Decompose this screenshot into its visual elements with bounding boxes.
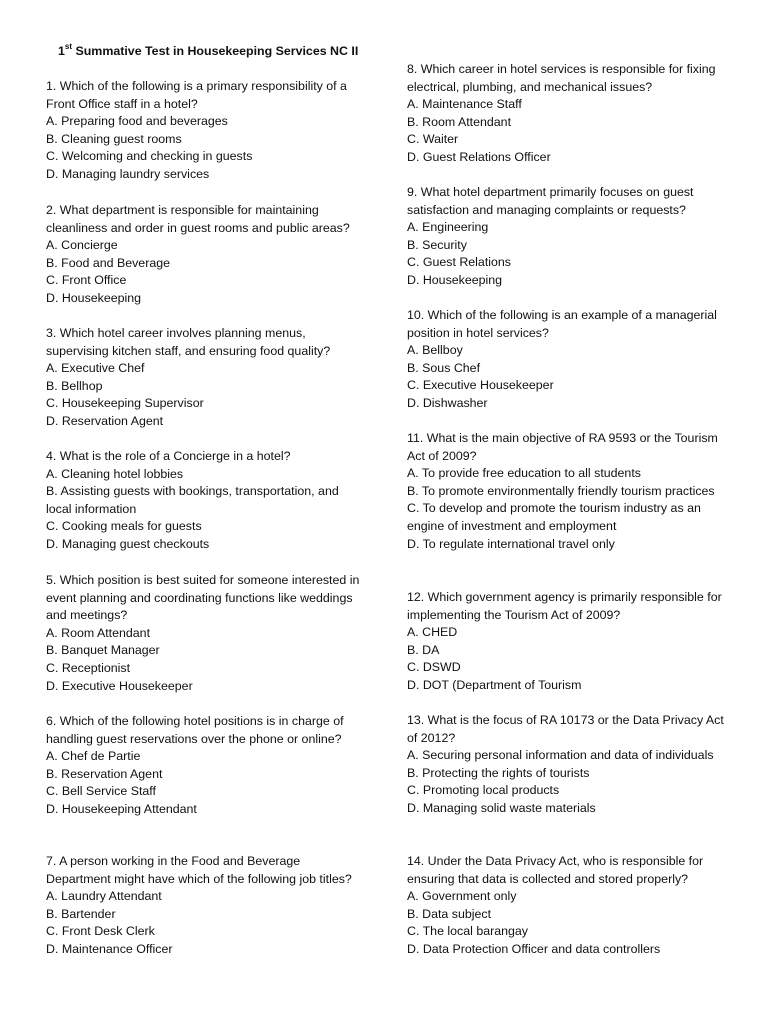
option-d: D. Housekeeping Attendant (46, 801, 197, 816)
option-a: A. Executive Chef (46, 361, 145, 376)
option-d: D. Reservation Agent (46, 413, 164, 428)
option-b: B. Bellhop (46, 378, 103, 393)
option-a: A. Room Attendant (46, 625, 151, 640)
option-a: A. To provide free education to all students (407, 466, 641, 481)
option-d: D. Maintenance Officer (46, 941, 173, 956)
question-5: 5. Which position is best suited for someone interested in event planning and coordinating functions like weddings and meetings? A. Room Attendant B. Banquet Manager C. Receptionist D. Executive Housekeeper (46, 572, 366, 695)
question-4: 4. What is the role of a Concierge in a hotel? A. Cleaning hotel lobbies B. Assisting guests with bookings, transportation, and local information C. Cooking meals for guests D. Managing guest checkouts (46, 448, 366, 554)
option-b: B. Sous Chef (407, 360, 481, 375)
option-b: B. Cleaning guest rooms (46, 131, 182, 146)
option-b: B. Banquet Manager (46, 643, 160, 658)
option-a: A. Securing personal information and data of individuals (407, 748, 714, 763)
option-c: C. Welcoming and checking in guests (46, 149, 253, 164)
option-c: C. Cooking meals for guests (46, 519, 202, 534)
option-d: D. Executive Housekeeper (46, 678, 193, 693)
option-b: B. Assisting guests with bookings, transportation, and local information (46, 484, 339, 516)
question-6: 6. Which of the following hotel positions is in charge of handling guest reservations over the phone or online? A. Chef de Partie B. Reservation Agent C. Bell Service Staff D. Housekeeping Attendant (46, 713, 366, 819)
option-a: A. Preparing food and beverages (46, 114, 228, 129)
option-c: C. Housekeeping Supervisor (46, 396, 204, 411)
option-c: C. Front Desk Clerk (46, 924, 155, 939)
option-c: C. Guest Relations (407, 255, 511, 270)
option-d: D. Housekeeping (407, 272, 503, 287)
question-1: 1. Which of the following is a primary responsibility of a Front Office staff in a hotel? A. Preparing food and beverages B. Cleaning guest rooms C. Welcoming and checking in guests D. Managing laundry services (46, 78, 366, 184)
option-b: B. Protecting the rights of tourists (407, 765, 590, 780)
option-a: A. Government only (407, 889, 517, 904)
option-c: C. The local barangay (407, 924, 528, 939)
option-c: C. Executive Housekeeper (407, 378, 554, 393)
option-d: D. Housekeeping (46, 290, 142, 305)
option-d: D. Dishwasher (407, 395, 488, 410)
option-d: D. DOT (Department of Tourism (407, 677, 582, 692)
option-a: A. Maintenance Staff (407, 97, 522, 112)
option-d: D. To regulate international travel only (407, 536, 615, 551)
option-b: B. Room Attendant (407, 114, 512, 129)
option-a: A. Bellboy (407, 343, 463, 358)
option-c: C. To develop and promote the tourism industry as an engine of investment and employment (407, 501, 701, 533)
option-a: A. Cleaning hotel lobbies (46, 466, 184, 481)
question-12: 12. Which government agency is primarily responsible for implementing the Tourism Act of 2009? A. CHED B. DA C. DSWD D. DOT (Department of Tourism (407, 589, 727, 695)
page-title: 1st Summative Test in Housekeeping Services NC II (58, 41, 359, 58)
question-14: 14. Under the Data Privacy Act, who is responsible for ensuring that data is collected and stored properly? A. Government only B. Data subject C. The local barangay D. Data Protection Officer and data controllers (407, 853, 727, 959)
option-c: C. Front Office (46, 273, 127, 288)
question-8: 8. Which career in hotel services is responsible for fixing electrical, plumbing, and mechanical issues? A. Maintenance Staff B. Room Attendant C. Waiter D. Guest Relations Officer (407, 61, 727, 167)
option-a: A. Engineering (407, 220, 489, 235)
option-b: B. DA (407, 642, 440, 657)
question-10: 10. Which of the following is an example of a managerial position in hotel services? A. Bellboy B. Sous Chef C. Executive Housekeeper D. Dishwasher (407, 307, 727, 413)
option-b: B. Bartender (46, 906, 116, 921)
option-a: A. Laundry Attendant (46, 889, 162, 904)
option-b: B. Security (407, 237, 467, 252)
option-b: B. Data subject (407, 906, 492, 921)
option-c: C. Bell Service Staff (46, 784, 156, 799)
option-a: A. Chef de Partie (46, 749, 141, 764)
question-13: 13. What is the focus of RA 10173 or the Data Privacy Act of 2012? A. Securing personal information and data of individuals B. Protecting the rights of tourists C. Promoting local products D. Managing solid waste materials (407, 712, 727, 818)
question-7: 7. A person working in the Food and Beverage Department might have which of the following job titles? A. Laundry Attendant B. Bartender C. Front Desk Clerk D. Maintenance Officer (46, 853, 366, 959)
question-3: 3. Which hotel career involves planning menus, supervising kitchen staff, and ensuring food quality? A. Executive Chef B. Bellhop C. Housekeeping Supervisor D. Reservation Agent (46, 325, 366, 431)
option-d: D. Data Protection Officer and data controllers (407, 941, 661, 956)
option-d: D. Guest Relations Officer (407, 149, 551, 164)
option-c: C. Promoting local products (407, 783, 560, 798)
option-b: B. To promote environmentally friendly tourism practices (407, 483, 715, 498)
option-a: A. Concierge (46, 238, 118, 253)
question-11: 11. What is the main objective of RA 9593 or the Tourism Act of 2009? A. To provide free education to all students B. To promote environmentally friendly tourism practices C. To develop and promote the tourism industry as an engine of investment and employment D. To regulate international travel only (407, 430, 727, 553)
question-2: 2. What department is responsible for maintaining cleanliness and order in guest rooms and public areas? A. Concierge B. Food and Beverage C. Front Office D. Housekeeping (46, 202, 366, 308)
option-d: D. Managing solid waste materials (407, 800, 596, 815)
option-b: B. Food and Beverage (46, 255, 170, 270)
option-d: D. Managing guest checkouts (46, 536, 210, 551)
option-d: D. Managing laundry services (46, 166, 210, 181)
option-c: C. DSWD (407, 660, 461, 675)
option-b: B. Reservation Agent (46, 766, 163, 781)
option-a: A. CHED (407, 625, 458, 640)
question-9: 9. What hotel department primarily focuses on guest satisfaction and managing complaints or requests? A. Engineering B. Security C. Guest Relations D. Housekeeping (407, 184, 727, 290)
option-c: C. Receptionist (46, 660, 131, 675)
option-c: C. Waiter (407, 132, 459, 147)
